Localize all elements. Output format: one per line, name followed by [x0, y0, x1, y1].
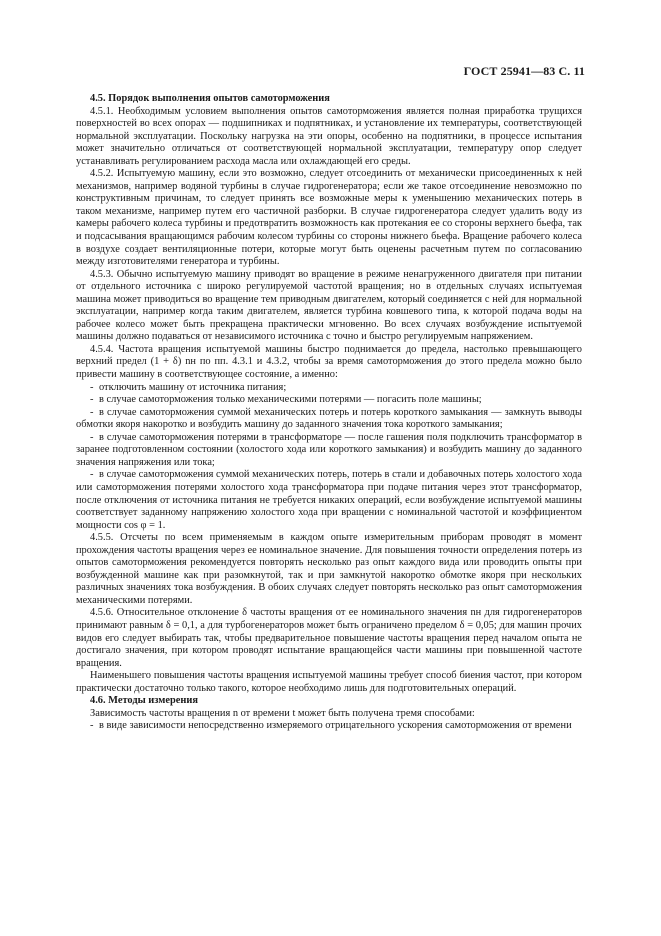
list-dash: - — [90, 381, 94, 393]
paragraph: 4.5.4. Частота вращения испытуемой машины быстро поднимается до предела, настолько превышающего верхний предел (1 + δ) nн по пп. 4.3.1 и 4.3.2, чтобы за время самоторможения до этого предела можно было привести машину в соответствующее состояние, а именно: — [76, 343, 582, 381]
list-item — [76, 720, 582, 733]
list-item-text: в случае самоторможения только механическими потерями — погасить поле машины; — [99, 394, 482, 406]
list-dash: - — [90, 720, 94, 732]
list-dash: - — [90, 431, 94, 443]
section-heading: 4.5. Порядок выполнения опытов самоторможения — [90, 93, 330, 104]
list-item — [76, 407, 582, 432]
list-dash: - — [90, 469, 94, 481]
paragraph: 4.5.5. Отсчеты по всем применяемым в каждом опыте измерительным приборам проводят в момент прохождения частоты вращения через ее номинальное значение. Для повышения точности определения потерь из опытов самоторможения рекомендуется повторять несколько раз опыт каждого вида или проводить опыты при возбужденной машине как при разомкнутой, так и при замкнутой накоротко обмотке якоря при нескольких различных значениях тока возбуждения. В обоих случаях следует повторять несколько раз опыт самоторможения механическими потерями. — [76, 532, 582, 606]
paragraph: 4.5.1. Необходимым условием выполнения опытов самоторможения является полная приработка трущихся поверхностей во всех опорах — подшипниках и подпятниках, и установление их температуры, соответствующей нормальной эксплуатации. Поскольку нагрузка на эти опоры, особенно на подпятники, в процессе испытания может значительно отличаться от соответствующей нормальной эксплуатации, температуру опор следует устанавливать регулированием расхода масла или охлаждающей его среды. — [76, 105, 582, 167]
list-item-text: в виде зависимости непосредственно измеряемого отрицательного ускорения самоторможения от времени — [99, 720, 572, 732]
list-item — [76, 394, 582, 407]
list-item — [76, 469, 582, 532]
list-item-text: в случае самоторможения суммой механических потерь, потерь в стали и добавочных потерь холостого хода или самоторможения потерями холостого хода трансформатора при подаче питания через этот трансформатор, после отключения от источника питания не требуется никаких операций, если возбуждение испытуемой машины соответствует заданному напряжению холостого хода при вращении с номинальной частотой и коэффициентом мощности cos φ = 1. — [76, 469, 582, 531]
section-heading: 4.6. Методы измерения — [90, 695, 198, 707]
list-item-text: в случае самоторможения суммой механических потерь и потерь короткого замыкания — замкнуть выводы обмотки якоря накоротко и возбудить машину до заданного значения тока короткого замыкания; — [76, 406, 582, 431]
paragraph: Зависимость частоты вращения n от времени t может быть получена тремя способами: — [90, 707, 475, 719]
page-header: ГОСТ 25941—83 С. 11 — [463, 64, 585, 78]
list-item-text: в случае самоторможения потерями в трансформаторе — после гашения поля подключить трансформатор в заранее подготовленном состоянии (холостого хода или короткого замыкания) и возбудить машину до заданного значения напряжения или тока; — [76, 431, 582, 468]
paragraph: 4.5.6. Относительное отклонение δ частоты вращения от ее номинального значения nн для гидрогенераторов принимают равным δ = 0,1, а для турбогенераторов может быть ограничено пределом δ = 0,05; для машин прочих видов его следует выбирать так, чтобы предварительное повышение частоты вращения перед началом опыта не достигало значения, при котором проводят испытание вращающейся части машины при повышенной частоте вращения. — [76, 607, 582, 669]
paragraph: Наименьшего повышения частоты вращения испытуемой машины требует способ биения частот, при котором практически достаточно только такого, которое необходимо лишь для подготовительных операций. — [76, 670, 582, 694]
document-body — [76, 93, 582, 733]
list-item — [76, 382, 582, 395]
list-dash: - — [90, 406, 94, 418]
list-item-text: отключить машину от источника питания; — [99, 381, 287, 393]
paragraph: 4.5.3. Обычно испытуемую машину приводят во вращение в режиме ненагруженного двигателя при питании от отдельного источника с широко регулируемой частотой вращения; но в отдельных случаях испытуемая машина может приводиться во вращение тем приводным двигателем, который соединяется с ней для нормальной эксплуатации, например когда таким двигателем, является турбина ковшевого типа, к которой подача воды на рабочее колесо может быть прекращена практически мгновенно. Во всех случаях возбуждение испытуемой машины должно подаваться от независимого источника с точно и быстро регулируемым напряжением. — [76, 268, 582, 343]
list-dash: - — [90, 394, 94, 406]
list-item — [76, 432, 582, 470]
paragraph: 4.5.2. Испытуемую машину, если это возможно, следует отсоединить от механически присоединенных к ней механизмов, например водяной турбины в случае гидрогенератора; если же такое отсоединение невозможно по конструктивным причинам, то следует принять все возможные меры к уменьшению механических потерь в таком механизме, например путем его частичной разборки. В случае гидрогенератора следует удалить воду из камеры рабочего колеса турбины и предотвратить возможность как протекания ее со стороны верхнего бьефа, так и подсасывания вращающимся рабочим колесом турбины со стороны нижнего бьефа. Вращение рабочего колеса в воздухе создает вентиляционные потери, которые могут быть оценены расчетным путем по согласованию между изготовителями генератора и турбины. — [76, 168, 582, 268]
